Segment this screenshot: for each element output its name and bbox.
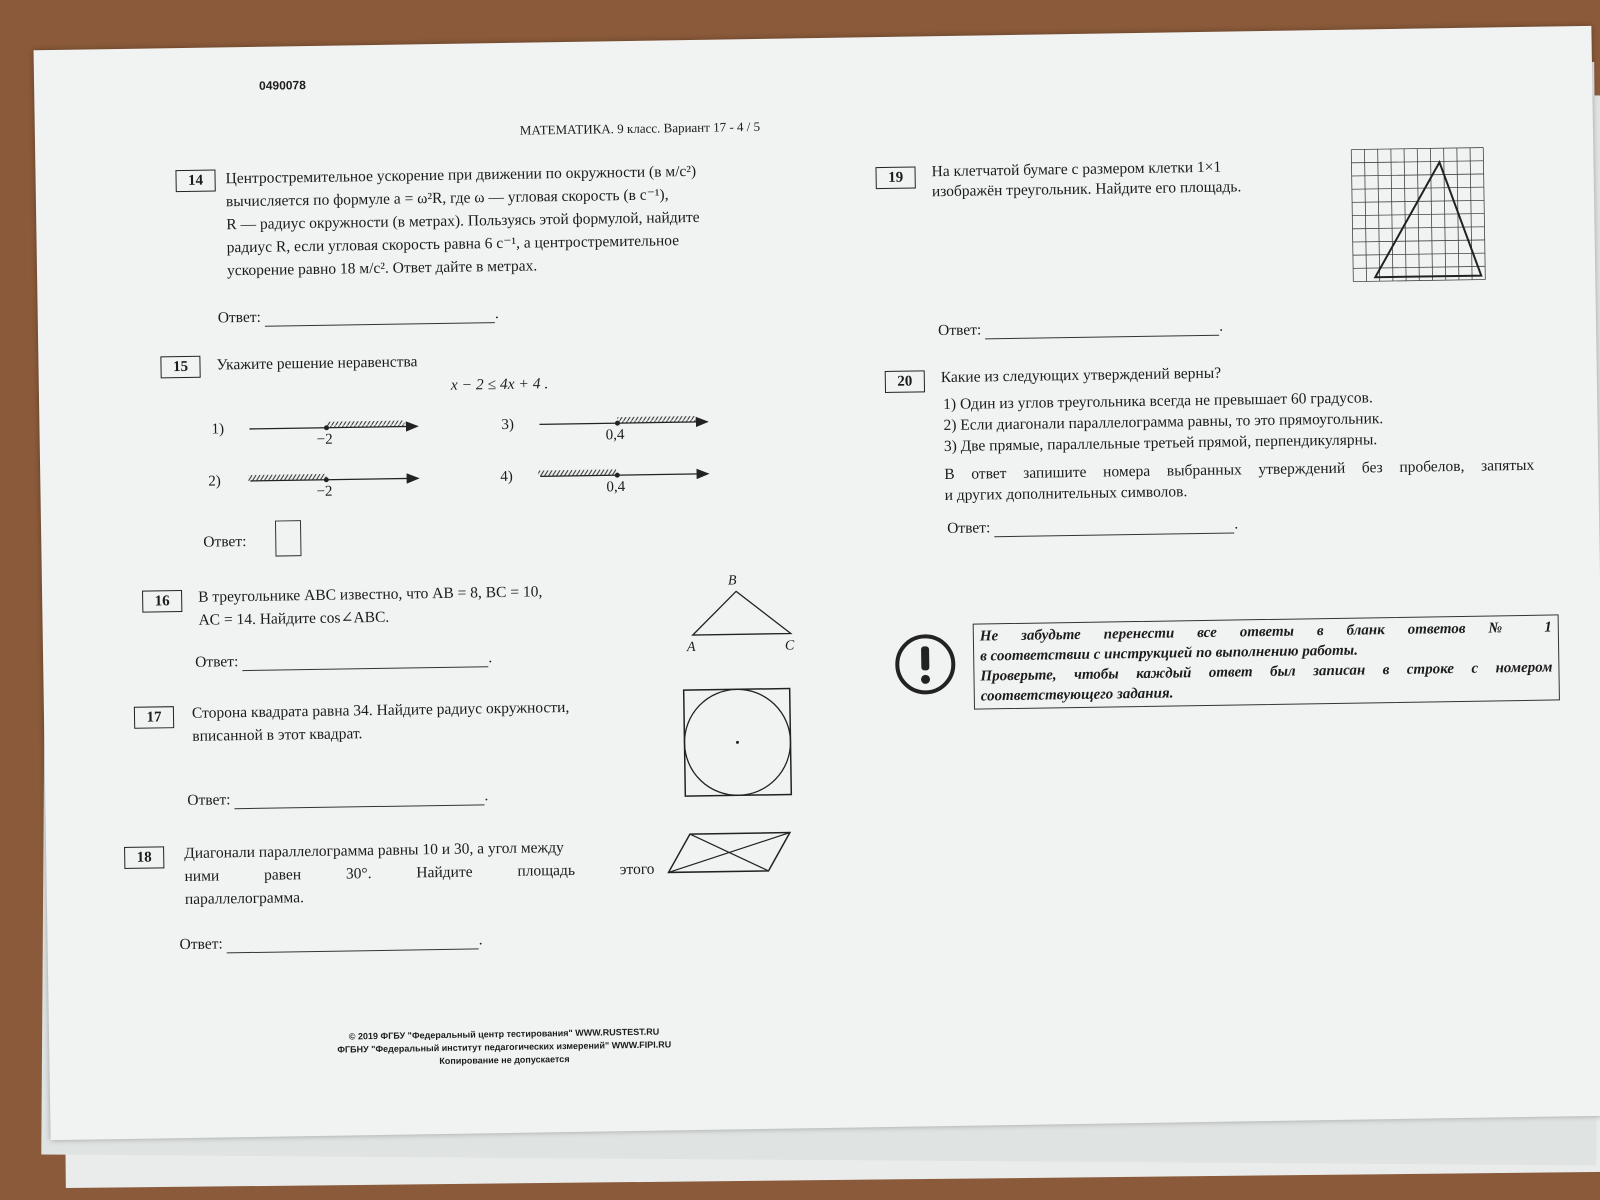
task-19-line: изображён треугольник. Найдите его площадь. (931, 178, 1242, 201)
task-17-text (192, 694, 673, 748)
answer-20-line[interactable] (994, 533, 1234, 538)
task-18-line: Диагонали параллелограмма равны 10 и 30, а угол между (184, 839, 564, 863)
statement-1: 1) Один из углов треугольника всегда не превышает 60 градусов. (943, 389, 1373, 414)
exclamation-icon (893, 632, 958, 697)
answer-14-line[interactable] (265, 322, 495, 327)
task-number-15: 15 (160, 356, 200, 379)
task-14-line: ускорение равно 18 м/с². Ответ дайте в метрах. (226, 257, 538, 280)
footer-line: © 2019 ФГБУ "Федеральный центр тестирования" WWW.RUSTEST.RU (348, 1026, 660, 1042)
option-1-value: −2 (316, 431, 333, 448)
task-14-line: Центростремительное ускорение при движении по окружности (в м/с²) (225, 162, 697, 188)
answer-17: Ответ: . (187, 787, 489, 809)
task-18-text (184, 835, 655, 911)
answer-label: Ответ: (937, 321, 982, 340)
answer-15-box[interactable] (275, 520, 302, 556)
option-1-label: 1) (211, 421, 225, 438)
triangle-abc (692, 590, 791, 635)
exam-page (34, 26, 1600, 1140)
task-15-text: Укажите решение неравенства (216, 353, 418, 374)
vertex-a: A (686, 639, 696, 656)
task-19-text (931, 156, 1322, 202)
task-14-line: R — радиус окружности (в метрах). Пользуясь этой формулой, найдите (226, 208, 700, 234)
circle-center (736, 741, 739, 744)
task-16-line: AC = 14. Найдите cos∠ABC. (198, 608, 390, 629)
task-15-inequality: x − 2 ≤ 4x + 4 . (450, 375, 549, 394)
task-number-18: 18 (124, 846, 164, 869)
task-20-text: Какие из следующих утверждений верны? (940, 364, 1222, 387)
answer-17-line[interactable] (235, 804, 485, 809)
footer-line: ФГБНУ "Федеральный институт педагогических измерений" WWW.FIPI.RU (337, 1039, 672, 1055)
grid-triangle-figure (1347, 143, 1495, 291)
answer-label: Ответ: (947, 519, 991, 538)
grid-paper (1351, 148, 1485, 282)
vertex-b: B (727, 573, 737, 589)
option-3-label: 3) (501, 416, 515, 433)
statement-3: 3) Две прямые, параллельные третьей прямой, перпендикулярны. (943, 431, 1378, 456)
task-17-line: вписанной в этот квадрат. (192, 725, 363, 745)
answer-16: Ответ: . (195, 649, 493, 671)
option-4-value: 0,4 (606, 479, 626, 496)
answer-18-line[interactable] (227, 948, 479, 953)
page-header: МАТЕМАТИКА. 9 класс. Вариант 17 - 4 / 5 (519, 118, 761, 138)
option-2-value: −2 (316, 483, 333, 500)
number-line-options (199, 402, 721, 510)
option-4-label: 4) (500, 468, 513, 486)
answer-label: Ответ: (217, 308, 262, 327)
task-16-text (198, 578, 669, 631)
answer-label: Ответ: (195, 653, 239, 671)
answer-19-line[interactable] (985, 335, 1219, 340)
answer-14: Ответ: . (217, 305, 499, 327)
task-14-line: радиус R, если угловая скорость равна 6 с⁻¹, а центростремительное (226, 232, 680, 257)
task-14-text (225, 159, 787, 283)
task-19-line: На клетчатой бумаге с размером клетки 1×1 (931, 158, 1222, 181)
notice-line: Не забудьте перенести все ответы в бланк ответов № 1 (979, 619, 1552, 645)
vertex-c: C (784, 638, 795, 654)
answer-19: Ответ: . (937, 317, 1224, 340)
option-1-line (249, 420, 417, 431)
task-18-line: ними равен 30°. Найдите площадь этого (184, 860, 655, 886)
task-16-line: В треугольнике ABC известно, что AB = 8, BC = 10, (198, 583, 543, 606)
option-2-line (248, 472, 418, 483)
doc-code: 0490078 (259, 78, 306, 93)
option-3-line (539, 416, 707, 427)
answer-label: Ответ: (179, 935, 223, 954)
answer-15-label: Ответ: (203, 533, 247, 551)
task-20-instruction (944, 455, 1535, 506)
notice-line: в соответствии с инструкцией по выполнению работы. (980, 642, 1359, 665)
grid-triangle (1373, 162, 1481, 278)
inscribed-circle-figure (682, 686, 796, 800)
page-footer (319, 1025, 690, 1070)
instruction-line: и других дополнительных символов. (944, 483, 1188, 505)
option-4-line (538, 468, 708, 479)
task-number-14: 14 (175, 169, 215, 192)
notice-line: Проверьте, чтобы каждый ответ был записан в строке с номером (980, 659, 1553, 685)
option-3-value: 0,4 (605, 427, 625, 444)
instruction-line: В ответ запишите номера выбранных утверждений без пробелов, запятых (944, 456, 1535, 484)
answer-18: Ответ: . (179, 931, 483, 954)
answer-16-line[interactable] (242, 666, 488, 671)
task-number-19: 19 (875, 166, 915, 189)
answer-label: Ответ: (187, 791, 231, 809)
statement-2: 2) Если диагонали параллелограмма равны, то это прямоугольник. (943, 410, 1384, 435)
option-2-label: 2) (208, 473, 221, 490)
footer-line: Копирование не допускается (439, 1054, 570, 1067)
task-number-17: 17 (134, 706, 174, 729)
task-14-line: вычисляется по формуле a = ω²R, где ω — угловая скорость (в с⁻¹), (225, 186, 669, 211)
answer-20: Ответ: . (947, 515, 1239, 538)
notice-box (973, 614, 1560, 709)
task-number-16: 16 (142, 590, 182, 613)
diagonal-2 (690, 833, 769, 872)
task-18-line: параллелограмма. (184, 889, 305, 909)
task-17-line: Сторона квадрата равна 34. Найдите радиус окружности, (191, 698, 570, 722)
task-number-20: 20 (885, 370, 925, 393)
notice-line: соответствующего задания. (980, 685, 1174, 705)
parallelogram-figure (666, 828, 797, 880)
